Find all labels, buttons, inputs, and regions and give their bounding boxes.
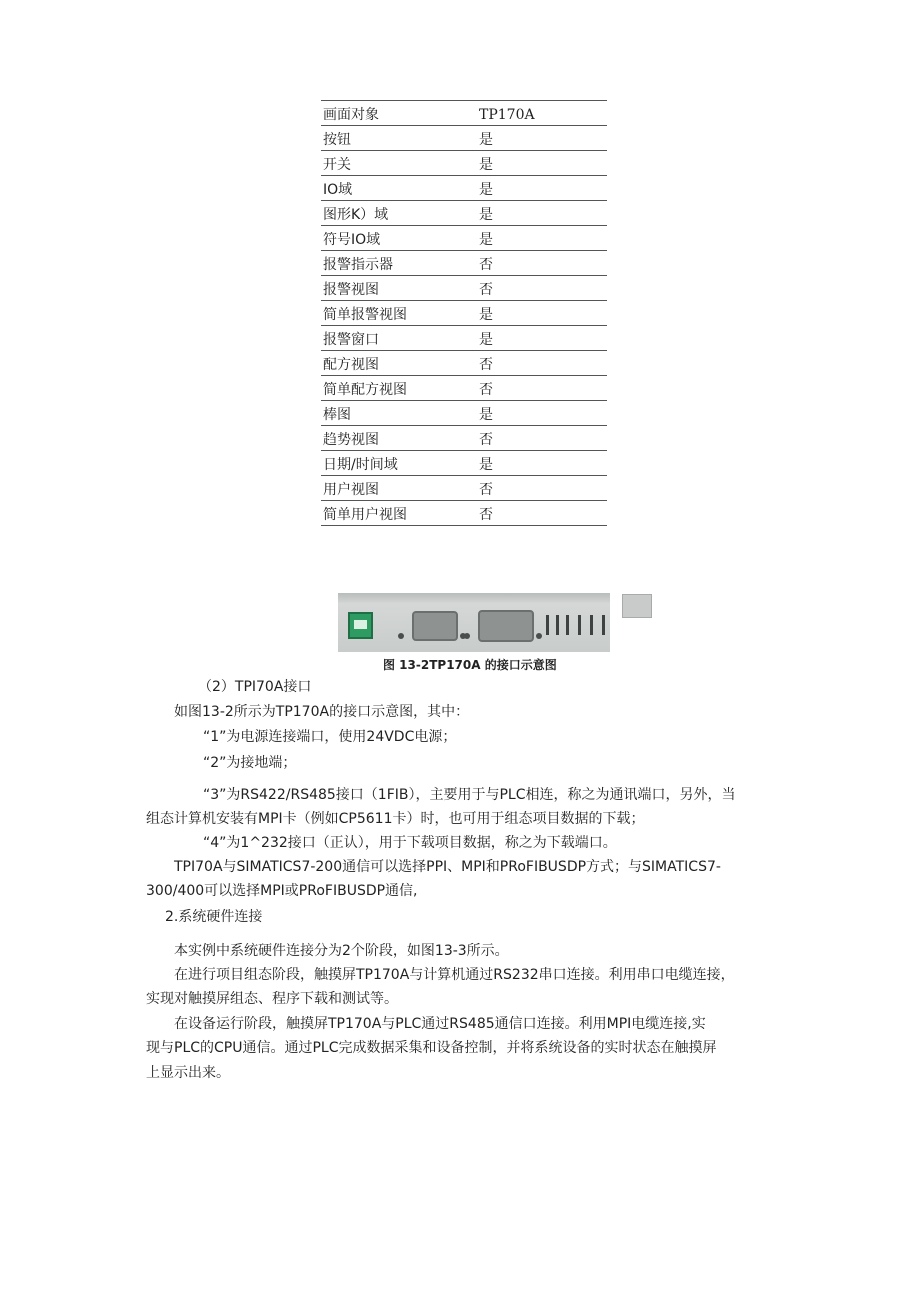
support-value-cell: 是 [477, 151, 607, 176]
support-value-cell: 否 [477, 276, 607, 301]
support-value-cell: 否 [477, 501, 607, 526]
table-row [321, 226, 607, 251]
vent-slot [566, 615, 569, 635]
paragraph-port-3-line1: “3”为RS422/RS485接口（1FIB），主要用于与PLC相连，称之为通讯端口，另外，当 [203, 787, 736, 803]
object-name-cell: 图形K）域 [321, 201, 477, 226]
support-value-cell: 否 [477, 376, 607, 401]
section-heading-interface: （2）TPI70A接口 [198, 679, 312, 695]
section-heading-hardware: 2.系统硬件连接 [165, 909, 263, 925]
object-name-cell: 配方视图 [321, 351, 477, 376]
vent-slot [578, 615, 581, 635]
vent-slot [602, 615, 605, 635]
paragraph-port-2: “2”为接地端； [203, 755, 297, 771]
paragraph-port-4: “4”为1^232接口（正认），用于下载项目数据，称之为下载端口。 [203, 835, 617, 851]
object-name-cell: 符号IO域 [321, 226, 477, 251]
table-row [321, 501, 607, 526]
paragraph-config-line2: 实现对触摸屏组态、程序下载和测试等。 [146, 991, 398, 1007]
object-name-cell: 简单用户视图 [321, 501, 477, 526]
table-row [321, 301, 607, 326]
vent-slot [556, 615, 559, 635]
support-value-cell: 是 [477, 201, 607, 226]
table-row [321, 276, 607, 301]
object-name-cell: 报警窗口 [321, 326, 477, 351]
paragraph-port-3-line2: 组态计算机安装有MPI卡（例如CP5611卡）时，也可用于组态项目数据的下载； [146, 811, 645, 827]
screw [398, 633, 404, 639]
paragraph-run-line3: 上显示出来。 [146, 1065, 230, 1081]
table-row [321, 251, 607, 276]
photo-detail-thumbnail [622, 594, 652, 618]
table-row [321, 351, 607, 376]
table-row [321, 201, 607, 226]
object-name-cell: 简单报警视图 [321, 301, 477, 326]
table-row [321, 151, 607, 176]
table-row [321, 126, 607, 151]
table-row [321, 326, 607, 351]
support-value-cell: 是 [477, 226, 607, 251]
header-cell-object: 画面对象 [321, 101, 477, 126]
object-name-cell: 用户视图 [321, 476, 477, 501]
object-name-cell: 日期/时间域 [321, 451, 477, 476]
table-row [321, 476, 607, 501]
table-row [321, 451, 607, 476]
object-name-cell: 报警指示器 [321, 251, 477, 276]
paragraph-comm-line2: 300/400可以选择MPI或PRoFIBUSDP通信, [146, 883, 418, 899]
figure-caption: 图 13-2TP170A 的接口示意图 [383, 658, 557, 672]
paragraph-stages: 本实例中系统硬件连接分为2个阶段，如图13-3所示。 [174, 943, 509, 959]
object-name-cell: IO域 [321, 176, 477, 201]
paragraph-config-line1: 在进行项目组态阶段，触摸屏TP170A与计算机通过RS232串口连接。利用串口电缆连接， [174, 967, 735, 983]
support-value-cell: 是 [477, 301, 607, 326]
support-value-cell: 是 [477, 401, 607, 426]
object-name-cell: 报警视图 [321, 276, 477, 301]
vent-slot [590, 615, 593, 635]
object-name-cell: 趋势视图 [321, 426, 477, 451]
paragraph-intro: 如图13-2所示为TP170A的接口示意图，其中： [174, 704, 470, 720]
power-connector [348, 612, 373, 639]
support-value-cell: 是 [477, 126, 607, 151]
table-row [321, 176, 607, 201]
rs485-port [412, 611, 458, 641]
object-name-cell: 开关 [321, 151, 477, 176]
object-name-cell: 简单配方视图 [321, 376, 477, 401]
support-value-cell: 否 [477, 426, 607, 451]
paragraph-port-1: “1”为电源连接端口，使用24VDC电源； [203, 729, 457, 745]
rs232-port [478, 610, 534, 642]
table-header-row [321, 101, 607, 126]
screw [536, 633, 542, 639]
device-top-edge [338, 593, 610, 603]
object-support-table [321, 100, 607, 526]
object-name-cell: 按钮 [321, 126, 477, 151]
support-value-cell: 否 [477, 251, 607, 276]
paragraph-run-line2: 现与PLC的CPU通信。通过PLC完成数据采集和设备控制，并将系统设备的实时状态在触摸屏 [146, 1040, 717, 1056]
screw [464, 633, 470, 639]
paragraph-run-line1: 在设备运行阶段，触摸屏TP170A与PLC通过RS485通信口连接。利用MPI电缆连接,实 [174, 1016, 706, 1032]
support-value-cell: 是 [477, 176, 607, 201]
table-row [321, 426, 607, 451]
vent-slot [546, 615, 549, 635]
support-value-cell: 是 [477, 451, 607, 476]
support-value-cell: 是 [477, 326, 607, 351]
header-cell-model: TP170A [477, 101, 607, 126]
object-name-cell: 棒图 [321, 401, 477, 426]
paragraph-comm-line1: TPI70A与SIMATICS7-200通信可以选择PPI、MPI和PRoFIBUSDP方式；与SIMATICS7- [174, 859, 721, 875]
support-value-cell: 否 [477, 351, 607, 376]
table-row [321, 401, 607, 426]
support-value-cell: 否 [477, 476, 607, 501]
table-row [321, 376, 607, 401]
tp170a-interface-photo [338, 593, 610, 652]
